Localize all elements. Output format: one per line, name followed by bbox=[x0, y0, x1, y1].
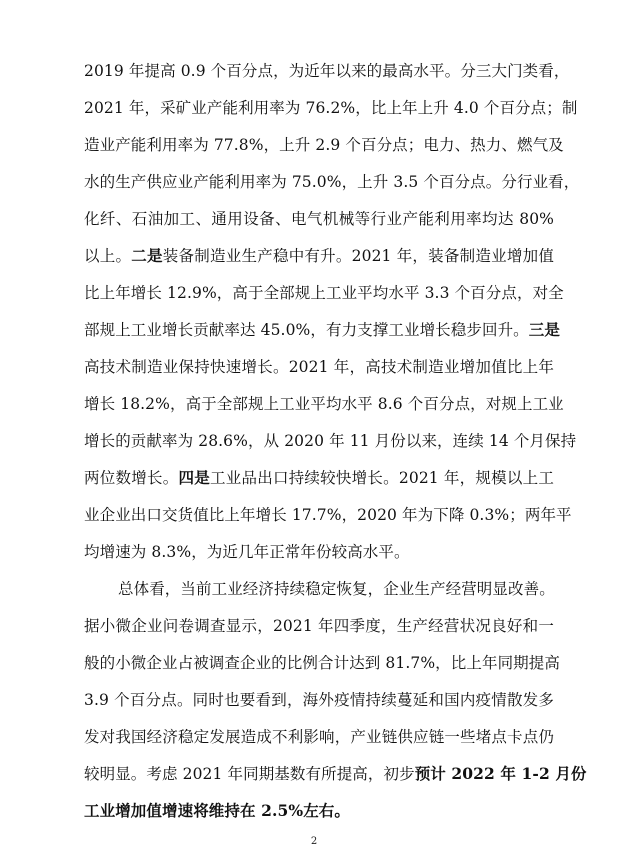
bold-marker: 二是 bbox=[131, 246, 163, 265]
text-line-9 bbox=[84, 356, 554, 378]
text-run: 较明显。考虑 2021 年同期基数有所提高，初步 bbox=[84, 765, 415, 783]
text-line-20 bbox=[84, 763, 587, 785]
text-line-14 bbox=[84, 541, 554, 563]
page-number: 2 bbox=[310, 836, 318, 847]
text-run: 增长的贡献率为 28.6%，从 2020 年 11 月份以来，连续 14 个月保持 bbox=[84, 432, 577, 450]
text-run: 据小微企业问卷调查显示，2021 年四季度，生产经营状况良好和一 bbox=[84, 617, 554, 635]
text-run: 总体看，当前工业经济持续稳定恢复，企业生产经营明显改善。 bbox=[118, 580, 555, 598]
text-run: 造业产能利用率为 77.8%，上升 2.9 个百分点；电力、热力、燃气及 bbox=[84, 136, 564, 154]
bold-text: 工业增加值增速将维持在 2.5%左右。 bbox=[84, 801, 350, 820]
text-run: 比上年增长 12.9%，高于全部规上工业平均水平 3.3 个百分点，对全 bbox=[84, 284, 564, 302]
text-line-15 bbox=[118, 578, 554, 600]
bold-marker: 三是 bbox=[528, 320, 560, 339]
text-run: 高技术制造业保持快速增长。2021 年，高技术制造业增加值比上年 bbox=[84, 358, 554, 376]
text-line-21 bbox=[84, 800, 554, 822]
text-run: 3.9 个百分点。同时也要看到，海外疫情持续蔓延和国内疫情散发多 bbox=[84, 691, 554, 709]
text-run: 增长 18.2%，高于全部规上工业平均水平 8.6 个百分点，对规上工业 bbox=[84, 395, 564, 413]
text-run: 2021 年，采矿业产能利用率为 76.2%，比上年上升 4.0 个百分点；制 bbox=[84, 99, 578, 117]
text-line-19 bbox=[84, 726, 554, 748]
text-line-7 bbox=[84, 282, 564, 304]
text-run: 发对我国经济稳定发展造成不利影响，产业链供应链一些堵点卡点仍 bbox=[84, 728, 554, 746]
text-run: 2019 年提高 0.9 个百分点，为近年以来的最高水平。分三大门类看， bbox=[84, 62, 570, 80]
text-line-17 bbox=[84, 652, 560, 674]
text-line-4 bbox=[84, 171, 580, 193]
text-line-2 bbox=[84, 97, 578, 119]
text-line-6 bbox=[84, 245, 554, 267]
text-line-1 bbox=[84, 60, 570, 82]
text-run: 以上。 bbox=[84, 247, 132, 265]
text-line-13 bbox=[84, 504, 572, 526]
text-run: 两位数增长。 bbox=[84, 469, 179, 487]
text-run: 化纤、石油加工、通用设备、电气机械等行业产能利用率均达 80% bbox=[84, 210, 554, 228]
text-run: 般的小微企业占被调查企业的比例合计达到 81.7%，比上年同期提高 bbox=[84, 654, 560, 672]
bold-marker: 四是 bbox=[178, 468, 210, 487]
text-line-5 bbox=[84, 208, 554, 230]
text-line-12 bbox=[84, 467, 554, 489]
text-run: 业企业出口交货值比上年增长 17.7%，2020 年为下降 0.3%；两年平 bbox=[84, 506, 572, 524]
text-line-10 bbox=[84, 393, 564, 415]
text-run: 工业品出口持续较快增长。2021 年，规模以上工 bbox=[209, 469, 554, 487]
text-line-18 bbox=[84, 689, 554, 711]
text-run: 水的生产供应业产能利用率为 75.0%，上升 3.5 个百分点。分行业看， bbox=[84, 173, 580, 191]
bold-text: 预计 2022 年 1-2 月份 bbox=[414, 764, 587, 783]
text-run: 装备制造业生产稳中有升。2021 年，装备制造业增加值 bbox=[162, 247, 554, 265]
text-line-3 bbox=[84, 134, 564, 156]
text-run: 部规上工业增长贡献率达 45.0%，有力支撑工业增长稳步回升。 bbox=[84, 321, 529, 339]
text-line-16 bbox=[84, 615, 554, 637]
text-run: 均增速为 8.3%，为近几年正常年份较高水平。 bbox=[84, 543, 410, 561]
text-line-11 bbox=[84, 430, 577, 452]
text-line-8 bbox=[84, 319, 560, 341]
